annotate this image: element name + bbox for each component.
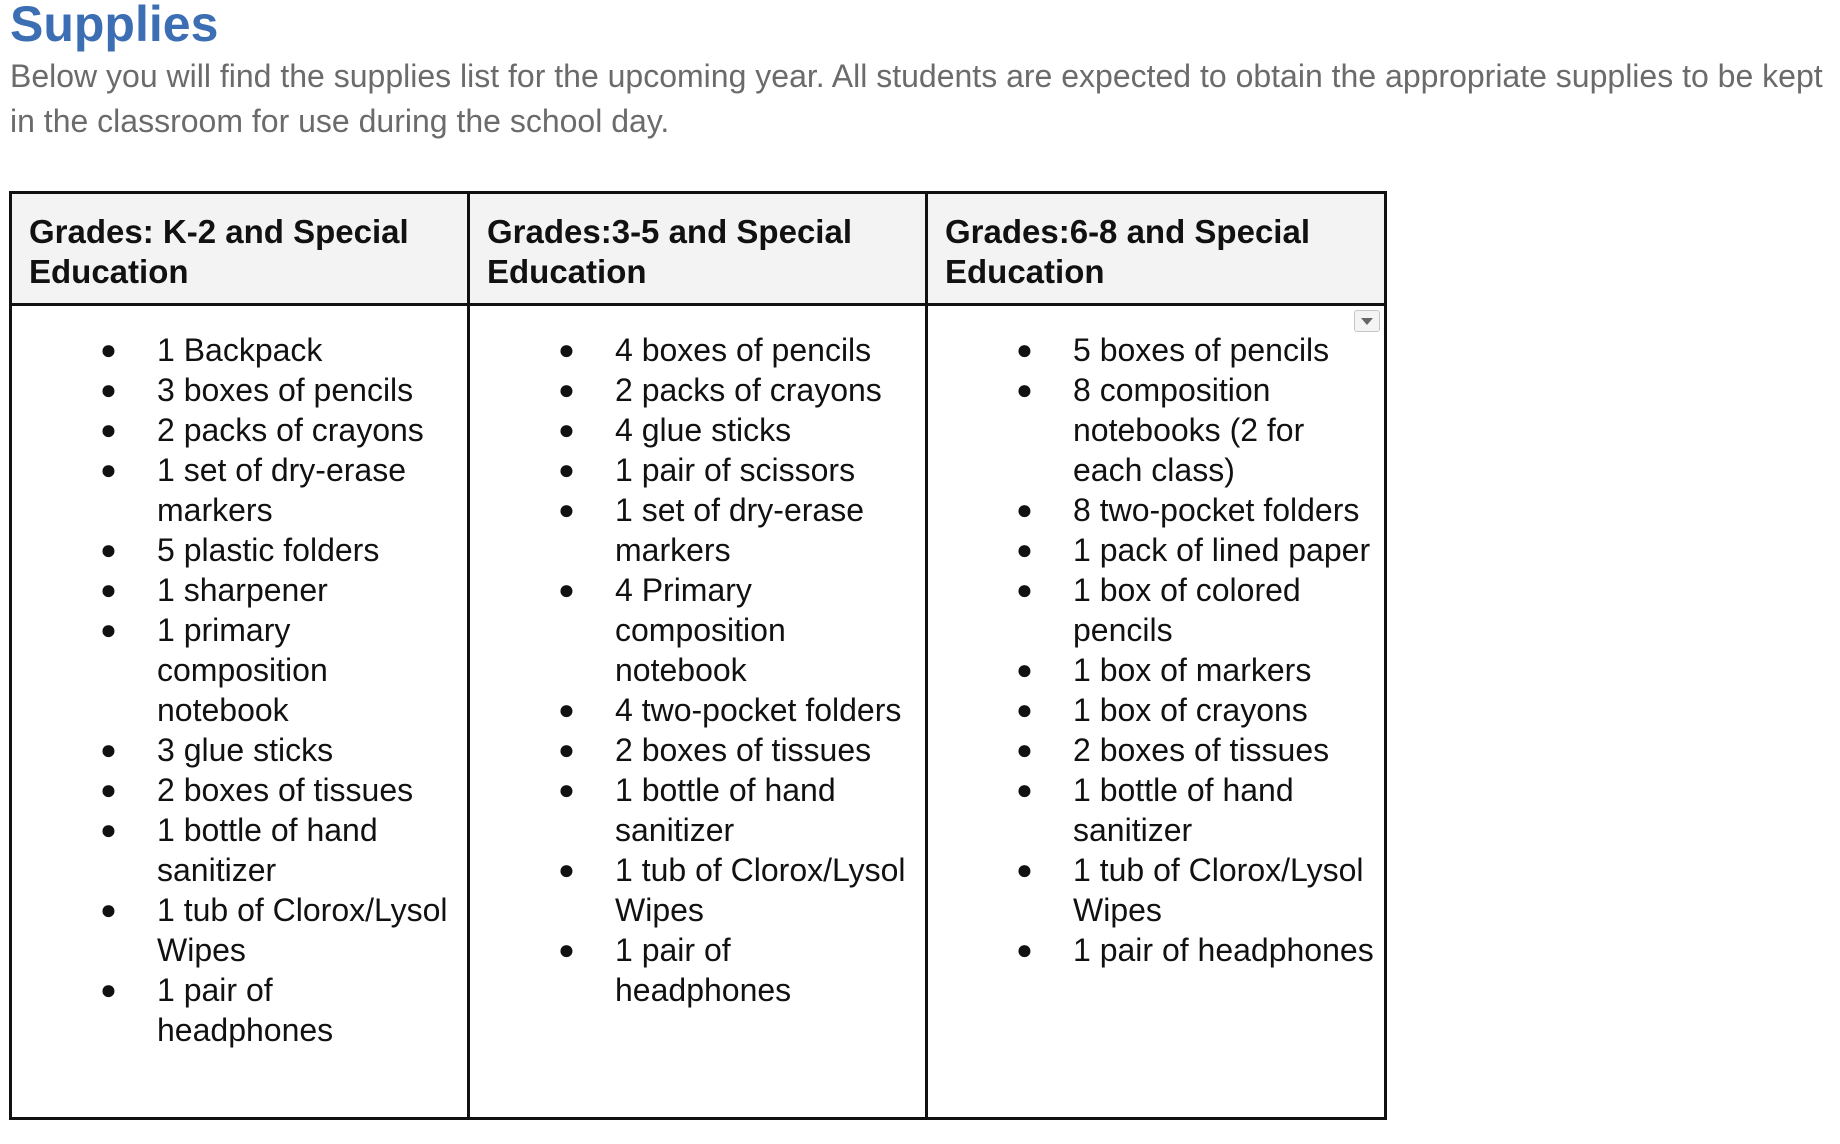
bullet-icon: ●	[558, 574, 575, 605]
bullet-icon: ●	[1016, 774, 1033, 805]
bullet-icon: ●	[100, 814, 117, 845]
list-item	[558, 570, 915, 690]
list-item	[1016, 490, 1374, 530]
table-header	[11, 193, 1386, 305]
list-item	[1016, 570, 1374, 650]
list-item-text: 3 glue sticks	[157, 732, 334, 768]
list-item-text: 1 bottle of hand sanitizer	[615, 772, 836, 848]
chevron-down-icon	[1361, 318, 1373, 325]
list-item	[100, 770, 457, 810]
bullet-icon: ●	[100, 574, 117, 605]
list-item	[100, 330, 457, 370]
bullet-icon: ●	[100, 414, 117, 445]
list-item	[1016, 650, 1374, 690]
bullet-icon: ●	[558, 414, 575, 445]
bullet-icon: ●	[558, 334, 575, 365]
bullet-icon: ●	[558, 934, 575, 965]
list-item	[558, 370, 915, 410]
list-item-text: 1 pack of lined paper	[1073, 532, 1371, 568]
list-item	[100, 570, 457, 610]
supply-list-k2	[12, 330, 457, 1050]
bullet-icon: ●	[1016, 374, 1033, 405]
bullet-icon: ●	[100, 614, 117, 645]
list-item-text: 1 tub of Clorox/Lysol Wipes	[1073, 852, 1364, 928]
list-item-text: 2 packs of crayons	[157, 412, 424, 448]
bullet-icon: ●	[100, 894, 117, 925]
list-item	[558, 690, 915, 730]
intro-text: Below you will find the supplies list for the upcoming year. All students are expected to obtain the appropriate supplies to be kept in the classroom for use during the school day.	[10, 58, 1823, 139]
list-item	[100, 970, 457, 1050]
list-item	[1016, 930, 1374, 970]
list-item-text: 1 tub of Clorox/Lysol Wipes	[157, 892, 448, 968]
list-item-text: 3 boxes of pencils	[157, 372, 414, 408]
page-title: Supplies	[10, 0, 219, 52]
list-item	[1016, 730, 1374, 770]
list-item-text: 1 box of crayons	[1073, 692, 1308, 728]
bullet-icon: ●	[1016, 734, 1033, 765]
list-item-text: 4 glue sticks	[615, 412, 792, 448]
bullet-icon: ●	[558, 694, 575, 725]
list-item	[1016, 370, 1374, 490]
list-item-text: 5 boxes of pencils	[1073, 332, 1330, 368]
bullet-icon: ●	[100, 534, 117, 565]
bullet-icon: ●	[100, 974, 117, 1005]
table-row	[11, 305, 1386, 1119]
list-item	[1016, 850, 1374, 930]
list-item-text: 8 composition notebooks (2 for each class)	[1073, 372, 1305, 488]
list-item-text: 5 plastic folders	[157, 532, 380, 568]
list-item-text: 1 bottle of hand sanitizer	[157, 812, 378, 888]
bullet-icon: ●	[1016, 854, 1033, 885]
list-item	[100, 530, 457, 570]
list-item-text: 4 two-pocket folders	[615, 692, 902, 728]
list-item	[558, 930, 915, 1010]
column-header-6-8: Grades:6-8 and Special Education	[927, 193, 1386, 305]
bullet-icon: ●	[100, 334, 117, 365]
list-item	[1016, 690, 1374, 730]
list-item	[100, 890, 457, 970]
bullet-icon: ●	[100, 374, 117, 405]
list-item	[1016, 530, 1374, 570]
list-item	[100, 610, 457, 730]
bullet-icon: ●	[558, 374, 575, 405]
list-item-text: 2 packs of crayons	[615, 372, 882, 408]
supply-list-6-8	[928, 330, 1374, 970]
list-item	[100, 810, 457, 890]
table-header-row	[11, 193, 1386, 305]
list-item-text: 1 pair of headphones	[615, 932, 792, 1008]
column-header-k2: Grades: K-2 and Special Education	[11, 193, 469, 305]
list-item-text: 1 box of markers	[1073, 652, 1312, 688]
list-item-text: 2 boxes of tissues	[615, 732, 872, 768]
bullet-icon: ●	[558, 454, 575, 485]
list-item	[558, 410, 915, 450]
list-item	[558, 850, 915, 930]
list-item	[558, 490, 915, 570]
bullet-icon: ●	[1016, 574, 1033, 605]
column-header-3-5: Grades:3-5 and Special Education	[469, 193, 927, 305]
supply-cell-k2	[11, 305, 469, 1119]
bullet-icon: ●	[100, 454, 117, 485]
list-item	[558, 450, 915, 490]
list-item-text: 1 set of dry-erase markers	[157, 452, 406, 528]
list-item	[100, 410, 457, 450]
list-item	[100, 450, 457, 530]
bullet-icon: ●	[1016, 694, 1033, 725]
list-item-text: 2 boxes of tissues	[1073, 732, 1330, 768]
list-item-text: 1 pair of scissors	[615, 452, 856, 488]
list-item-text: 4 Primary composition notebook	[615, 572, 786, 688]
bullet-icon: ●	[558, 734, 575, 765]
list-item-text: 1 tub of Clorox/Lysol Wipes	[615, 852, 906, 928]
bullet-icon: ●	[100, 734, 117, 765]
list-item-text: 1 Backpack	[157, 332, 323, 368]
table-body	[11, 305, 1386, 1119]
list-item-text: 1 box of colored pencils	[1073, 572, 1301, 648]
bullet-icon: ●	[1016, 934, 1033, 965]
list-item-text: 8 two-pocket folders	[1073, 492, 1360, 528]
list-item-text: 2 boxes of tissues	[157, 772, 414, 808]
bullet-icon: ●	[558, 774, 575, 805]
list-item-text: 1 set of dry-erase markers	[615, 492, 864, 568]
list-item	[558, 330, 915, 370]
list-item-text: 1 bottle of hand sanitizer	[1073, 772, 1294, 848]
supply-list-3-5	[470, 330, 915, 1010]
bullet-icon: ●	[1016, 334, 1033, 365]
cell-dropdown-button[interactable]	[1354, 310, 1380, 332]
bullet-icon: ●	[1016, 534, 1033, 565]
bullet-icon: ●	[1016, 654, 1033, 685]
list-item-text: 4 boxes of pencils	[615, 332, 872, 368]
list-item-text: 1 pair of headphones	[157, 972, 334, 1048]
list-item	[1016, 330, 1374, 370]
list-item	[558, 730, 915, 770]
supplies-table	[9, 191, 1387, 1120]
list-item-text: 1 sharpener	[157, 572, 328, 608]
bullet-icon: ●	[100, 774, 117, 805]
list-item	[100, 730, 457, 770]
list-item	[558, 770, 915, 850]
bullet-icon: ●	[558, 854, 575, 885]
bullet-icon: ●	[1016, 494, 1033, 525]
bullet-icon: ●	[558, 494, 575, 525]
list-item-text: 1 primary composition notebook	[157, 612, 328, 728]
supply-cell-3-5	[469, 305, 927, 1119]
list-item	[100, 370, 457, 410]
list-item-text: 1 pair of headphones	[1073, 932, 1374, 968]
supply-cell-6-8	[927, 305, 1386, 1119]
list-item	[1016, 770, 1374, 850]
